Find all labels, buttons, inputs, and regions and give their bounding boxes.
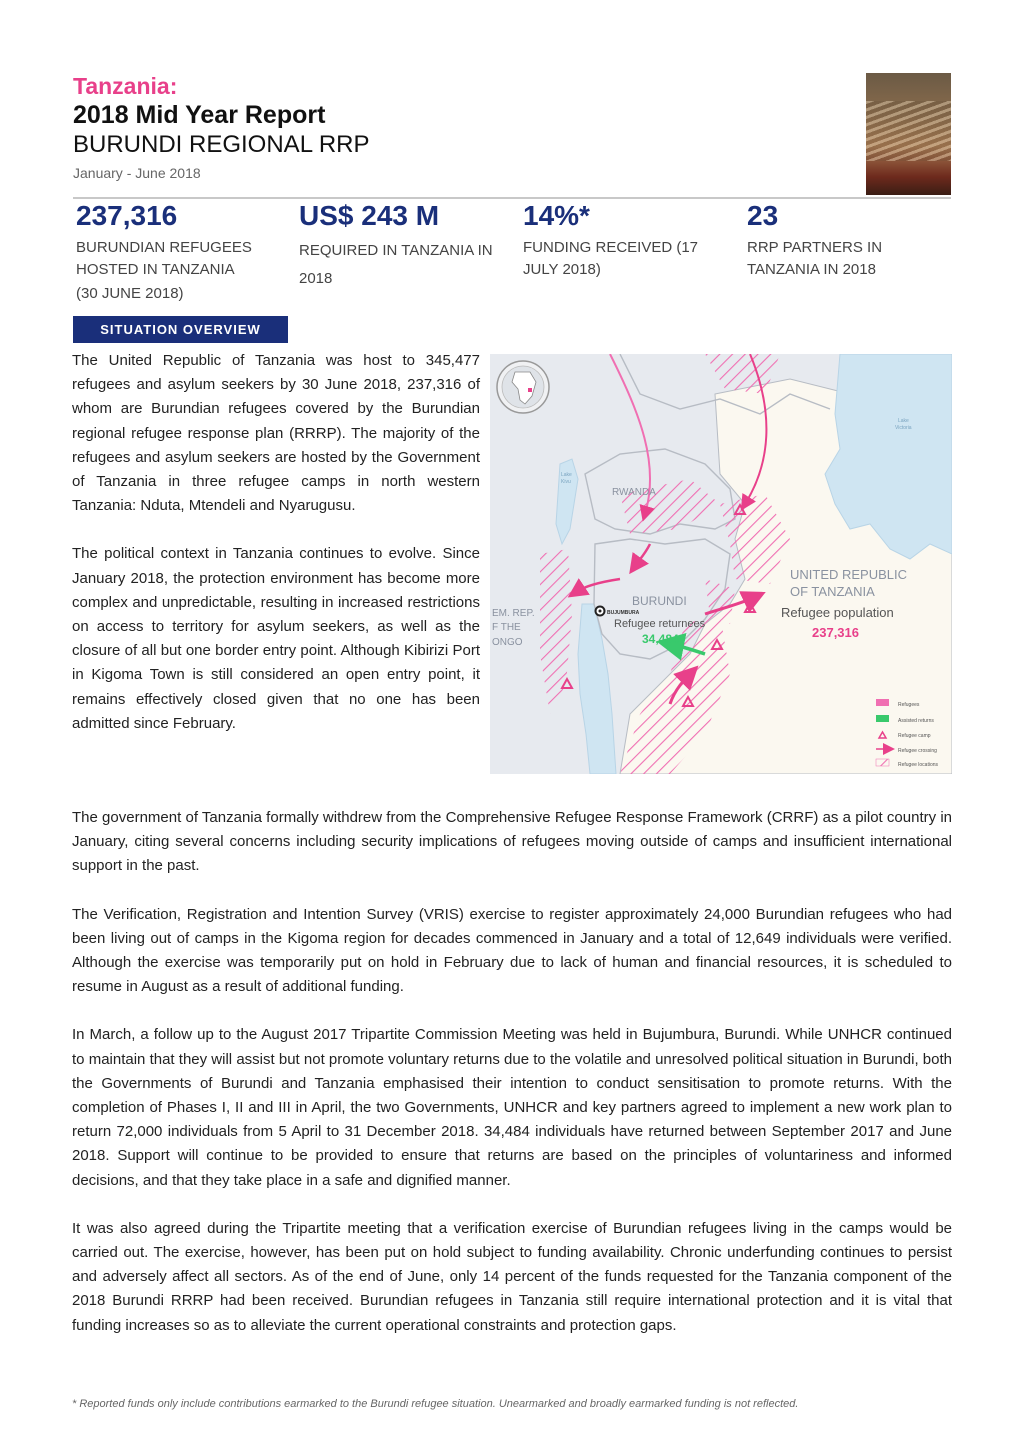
situation-map	[490, 354, 952, 774]
label-tanzania-1: UNITED REPUBLIC	[790, 567, 908, 582]
paragraph: The Verification, Registration and Intention Survey (VRIS) exercise to register approximately 24,000 Burundian refugees who had been living out of camps in the Kigoma region for decades commenced in January and a total of 12,649 individuals were verified. Although the exercise was temporarily put on hold in February due to lack of human and financial resources, it is scheduled to resume in August as a result of additional funding.	[72, 905, 952, 996]
stat-label: REQUIRED IN TANZANIA IN 2018	[299, 242, 493, 287]
key-figures	[73, 199, 951, 309]
label-lake-kivu-2: Kivu	[561, 479, 571, 485]
legend-locations-label: Refugee locations	[898, 762, 939, 768]
label-lake-victoria-2: Victoria	[895, 425, 912, 431]
legend-crossing-label: Refugee crossing	[898, 748, 937, 754]
legend-camp-label: Refugee camp	[898, 733, 931, 739]
label-rwanda: RWANDA	[612, 487, 656, 498]
paragraph: In March, a follow up to the August 2017 Tripartite Commission Meeting was held in Bujumbura, Burundi. While UNHCR continued to maintain that they will assist but not promote voluntary returns due to the volatile and unresolved political situation in Burundi, both the Governments of Burundi and Tanzania emphasised their intention to conduct sensitisation to promote returns. With the completion of Phases I, II and III in April, the two Governments, UNHCR and key partners agreed to implement a new work plan to return 72,000 individuals from 5 April to 31 December 2018. 34,484 individuals have returned between September 2017 and June 2018. Support will continue to be provided to ensure that returns are based on the principles of voluntariness and informed decisions, and that they take place in a safe and dignified manner.	[72, 1026, 952, 1189]
stat-label: FUNDING RECEIVED (17 JULY 2018)	[523, 239, 699, 278]
stat-required	[299, 199, 509, 293]
label-drc-2: F THE	[492, 622, 521, 633]
plan-title: BURUNDI REGIONAL RRP	[73, 131, 370, 158]
stat-value: 14%*	[523, 200, 590, 231]
overview-full-width	[72, 806, 952, 1338]
stat-value: 237,316	[76, 200, 178, 231]
stat-note: (30 JUNE 2018)	[76, 285, 184, 302]
returnees-value: 34,484	[642, 632, 679, 646]
footnote: * Reported funds only include contributions earmarked to the Burundi refugee situation. Unearmarked and broadly earmarked funding is not reflected.	[72, 1398, 799, 1410]
label-tanzania-2: OF TANZANIA	[790, 584, 875, 599]
stat-label: BURUNDIAN REFUGEES HOSTED IN TANZANIA	[76, 239, 252, 278]
paragraph: The United Republic of Tanzania was host to 345,477 refugees and asylum seekers by 30 June 2018, 237,316 of whom are Burundian refugees covered by the Burundian regional refugee response plan (RRRP). The majority of the refugees and asylum seekers are hosted by the Government of Tanzania in three refugee camps in north western Tanzania: Nduta, Mtendeli and Nyarugusu.	[72, 352, 480, 515]
population-label: Refugee population	[781, 605, 894, 620]
stat-funding	[523, 199, 733, 281]
report-header	[73, 72, 369, 184]
overview-column	[72, 349, 480, 736]
cover-photo	[866, 73, 951, 195]
stat-label: RRP PARTNERS IN TANZANIA IN 2018	[747, 239, 883, 278]
stat-refugees	[76, 199, 286, 305]
legend-returns-swatch	[876, 715, 889, 722]
capital-label: BUJUMBURA	[607, 610, 640, 616]
stat-value: 23	[747, 200, 779, 231]
label-drc-3: ONGO	[492, 637, 523, 648]
label-lake-victoria-1: Lake	[898, 418, 909, 424]
paragraph: It was also agreed during the Tripartite meeting that a verification exercise of Burundian refugees living in the camps would be carried out. The exercise, however, has been put on hold subject to funding availability. Chronic underfunding continues to persist and adversely affect all sectors. As of the end of June, only 14 percent of the funds requested for the Tanzania component of the 2018 Burundi RRRP had been received. Burundian refugees in Tanzania still require international protection and it is vital that funding increases so as to alleviate the current operational constraints and protection gaps.	[72, 1219, 952, 1334]
cover-photo-texture	[866, 101, 951, 161]
paragraph: The government of Tanzania formally withdrew from the Comprehensive Refugee Response Framework (CRRF) as a pilot country in January, citing several concerns including security implications of refugees moving outside of camps and insufficient international support in the past.	[72, 809, 952, 875]
map-svg	[490, 354, 952, 774]
section-heading: SITUATION OVERVIEW	[73, 316, 288, 343]
label-lake-kivu-1: Lake	[561, 472, 572, 478]
paragraph: The political context in Tanzania continues to evolve. Since January 2018, the protection environment has become more complex and unpredictable, resulting in increased restrictions on access to territory for asylum seekers, as well as the closure of all but one border entry point. Although Kibirizi Port in Kigoma Town is still considered an open entry point, it remains effectively closed given that no one has been admitted since February.	[72, 545, 480, 732]
label-burundi: BURUNDI	[632, 594, 687, 608]
legend-returns-label: Assisted returns	[898, 718, 934, 724]
country-title: Tanzania:	[73, 73, 178, 99]
legend-refugees-label: Refugees	[898, 702, 920, 708]
stat-partners	[747, 199, 957, 281]
globe-locator	[497, 361, 549, 413]
legend-locations-swatch	[876, 759, 889, 766]
legend-refugees-swatch	[876, 699, 889, 706]
report-period: January - June 2018	[73, 165, 201, 181]
capital-dot	[599, 610, 602, 613]
population-value: 237,316	[812, 625, 859, 640]
returnees-label: Refugee returnees	[614, 618, 706, 630]
stat-value: US$ 243 M	[299, 200, 440, 231]
label-drc-1: EM. REP.	[492, 608, 535, 619]
report-title: 2018 Mid Year Report	[73, 101, 326, 129]
